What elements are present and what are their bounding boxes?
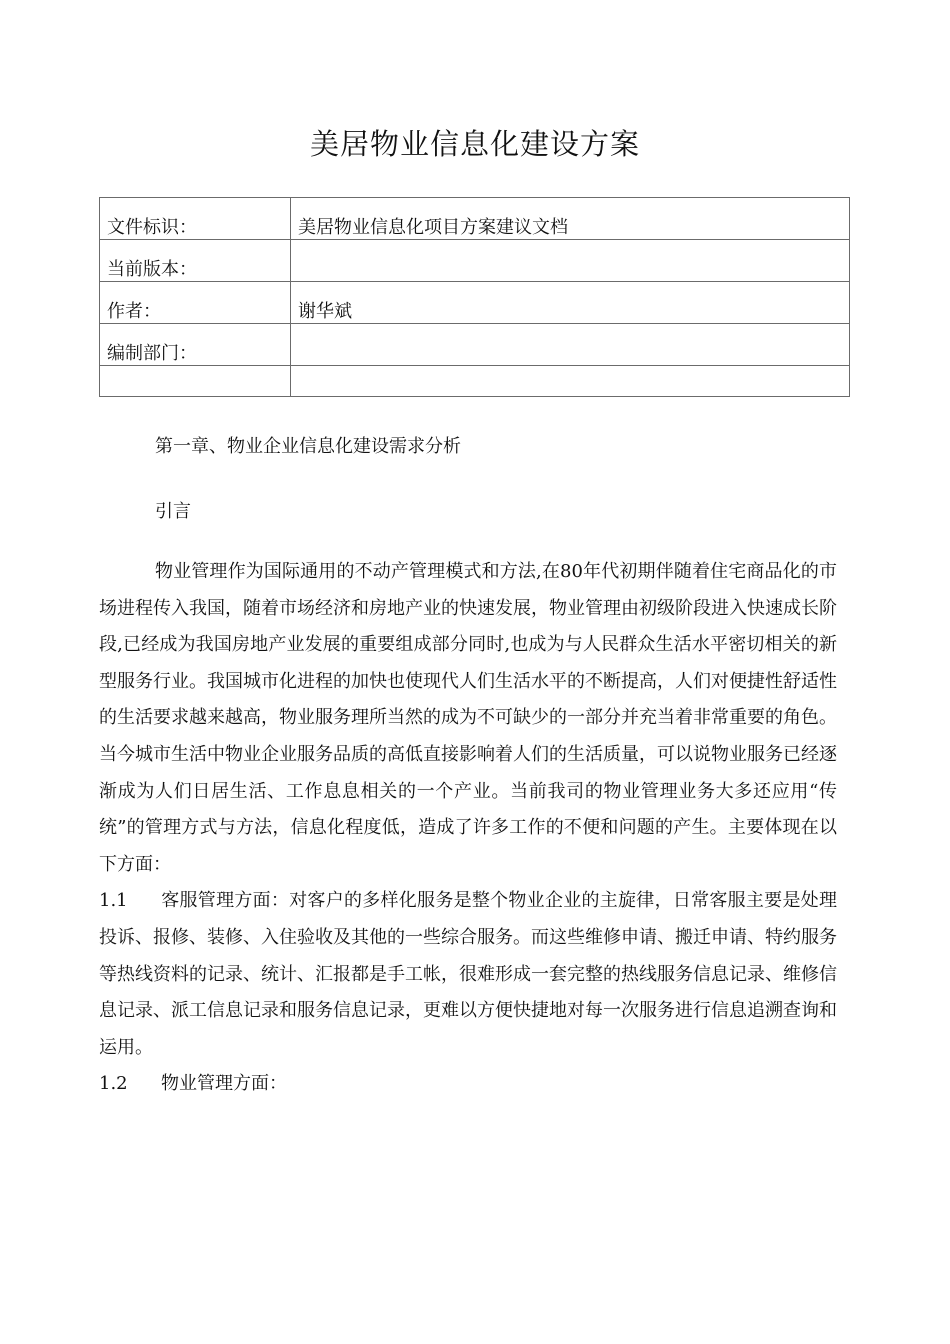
table-row	[100, 366, 850, 397]
document-info-table	[99, 197, 850, 397]
row-label-author: 作者：	[100, 282, 291, 324]
row-label-empty	[100, 366, 291, 397]
intro-heading: 引言	[155, 501, 191, 522]
chapter-heading: 第一章、物业企业信息化建设需求分析	[155, 436, 461, 457]
section-paragraph	[99, 883, 837, 1066]
row-label-version: 当前版本：	[100, 240, 291, 282]
section-paragraph	[99, 1066, 837, 1103]
table-row	[100, 282, 850, 324]
section-text: 客服管理方面：对客户的多样化服务是整个物业企业的主旋律，日常客服主要是处理投诉、报修、装修、入住验收及其他的一些综合服务。而这些维修申请、搬迁申请、特约服务等热线资料的记录、统计、汇报都是手工帐，很难形成一套完整的热线服务信息记录、维修信息记录、派工信息记录和服务信息记录，更难以方便快捷地对每一次服务进行信息追溯查询和运用。	[99, 890, 837, 1058]
row-value-empty	[291, 366, 850, 397]
row-value-author: 谢华斌	[291, 282, 850, 324]
row-value-file-id: 美居物业信息化项目方案建议文档	[291, 198, 850, 240]
row-value-department	[291, 324, 850, 366]
document-title: 美居物业信息化建设方案	[309, 127, 640, 161]
intro-paragraph: 物业管理作为国际通用的不动产管理模式和方法,在80年代初期伴随着住宅商品化的市场进程传入我国，随着市场经济和房地产业的快速发展，物业管理由初级阶段进入快速成长阶段,已经成为我国房地产业发展的重要组成部分同时,也成为与人民群众生活水平密切相关的新型服务行业。我国城市化进程的加快也使现代人们生活水平的不断提高，人们对便捷性舒适性的生活要求越来越高，物业服务理所当然的成为不可缺少的一部分并充当着非常重要的角色。当今城市生活中物业企业服务品质的高低直接影响着人们的生活质量，可以说物业服务已经逐渐成为人们日居生活、工作息息相关的一个产业。当前我司的物业管理业务大多还应用“传统”的管理方式与方法，信息化程度低，造成了许多工作的不便和问题的产生。主要体现在以下方面：	[99, 561, 837, 875]
section-number: 1.1	[99, 890, 128, 912]
section-number: 1.2	[99, 1073, 128, 1095]
section-text: 物业管理方面：	[161, 1073, 287, 1095]
table-row	[100, 324, 850, 366]
table-row	[100, 240, 850, 282]
body-text	[99, 554, 837, 1103]
row-label-file-id: 文件标识：	[100, 198, 291, 240]
table-row	[100, 198, 850, 240]
row-value-version	[291, 240, 850, 282]
row-label-department: 编制部门：	[100, 324, 291, 366]
